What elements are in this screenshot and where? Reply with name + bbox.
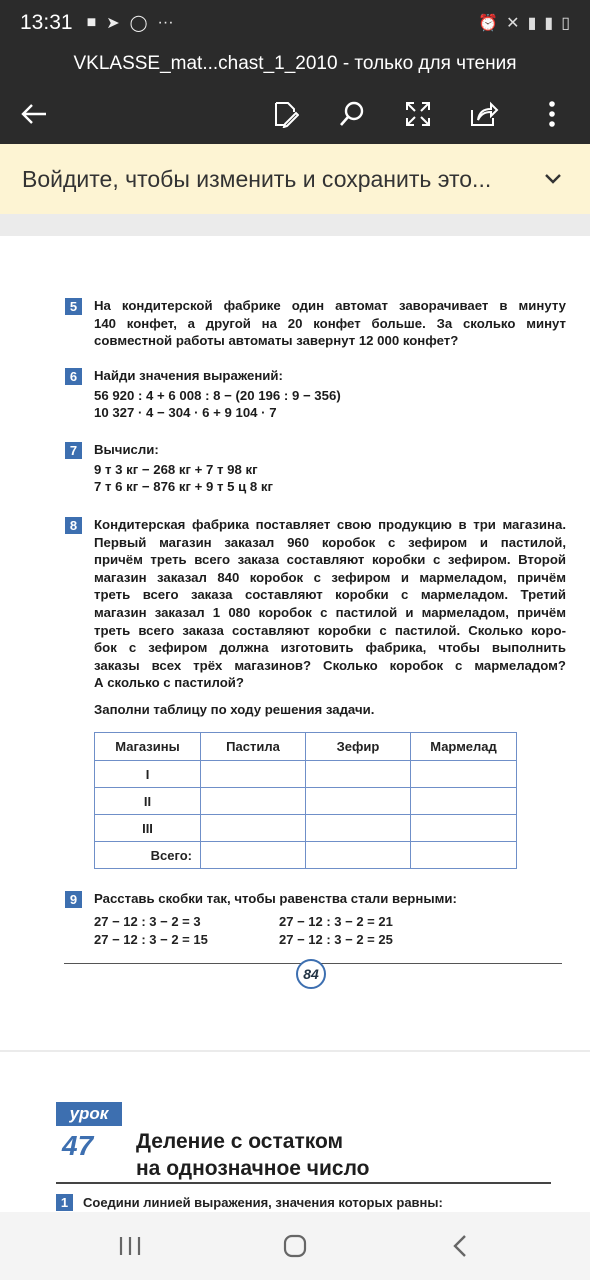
whatsapp-icon: ◯ bbox=[129, 15, 148, 32]
task-text-line: заказы всех трёх магазинов? Сколько коробок с мармеладом? bbox=[94, 657, 566, 673]
equation: 27 − 12 : 3 − 2 = 3 bbox=[94, 914, 201, 929]
back-nav-button[interactable] bbox=[440, 1230, 480, 1262]
lesson-title-line: на однозначное число bbox=[136, 1157, 370, 1180]
task-7 bbox=[66, 441, 566, 496]
task-1 bbox=[56, 1194, 443, 1211]
row-label: Всего: bbox=[95, 842, 201, 869]
status-time: 13:31 bbox=[20, 11, 73, 34]
chevron-down-icon[interactable] bbox=[538, 164, 568, 194]
equation: 27 − 12 : 3 − 2 = 25 bbox=[279, 932, 393, 947]
system-nav-bar bbox=[0, 1212, 590, 1280]
banner-text: Войдите, чтобы изменить и сохранить это... bbox=[22, 165, 492, 192]
task-text-line: Первый магазин заказал 960 коробок с зефиром и пастилой, bbox=[94, 534, 566, 550]
table-header: Мармелад bbox=[411, 733, 517, 761]
task-text-line: Соедини линией выражения, значения которых равны: bbox=[83, 1195, 443, 1210]
equation: 27 − 12 : 3 − 2 = 15 bbox=[94, 932, 208, 947]
share-button[interactable] bbox=[464, 94, 504, 134]
table-cell bbox=[201, 842, 306, 869]
task-text-line: треть всего заказа составляют коробки с пастилой. Сколько коро- bbox=[94, 622, 566, 638]
sign-in-banner[interactable] bbox=[0, 144, 590, 214]
signal-icon: ▮ bbox=[527, 15, 537, 32]
task-text-line: Кондитерская фабрика поставляет свою продукцию в три магазина. bbox=[94, 517, 566, 532]
task-number: 1 bbox=[56, 1194, 73, 1211]
task-6 bbox=[66, 367, 566, 422]
document-title: VKLASSE_mat...chast_1_2010 - только для чтения bbox=[0, 46, 590, 82]
table-header: Зефир bbox=[306, 733, 411, 761]
document-page-next bbox=[0, 1052, 590, 1212]
table-cell bbox=[411, 815, 517, 842]
document-page-84 bbox=[0, 236, 590, 1050]
recent-apps-button[interactable] bbox=[110, 1230, 150, 1262]
table-intro: Заполни таблицу по ходу решения задачи. bbox=[94, 701, 375, 717]
task-5 bbox=[66, 297, 566, 350]
task-number: 9 bbox=[65, 891, 82, 908]
signal2-icon: ▮ bbox=[544, 15, 554, 32]
task-8 bbox=[66, 516, 566, 719]
edit-button[interactable] bbox=[266, 94, 306, 134]
table-cell bbox=[201, 761, 306, 788]
task-number: 8 bbox=[65, 517, 82, 534]
lesson-number: 47 bbox=[62, 1130, 94, 1161]
toolbar bbox=[0, 82, 590, 144]
task-text-line: Расставь скобки так, чтобы равенства стали верными: bbox=[94, 891, 457, 906]
fullscreen-icon bbox=[404, 100, 432, 128]
task-text-line: треть всего заказа составляют коробки с мармеладом. Третий bbox=[94, 587, 566, 603]
telegram-icon: ➤ bbox=[106, 15, 120, 32]
expression: 7 т 6 кг − 876 кг + 9 т 5 ц 8 кг bbox=[94, 479, 274, 495]
task-text-line: причём треть всего заказа составляют коробки с зефиром. Второй bbox=[94, 552, 566, 568]
table-cell bbox=[306, 815, 411, 842]
home-button[interactable] bbox=[275, 1230, 315, 1262]
fullscreen-button[interactable] bbox=[398, 94, 438, 134]
task-number: 5 bbox=[65, 298, 82, 315]
more-options-button[interactable] bbox=[532, 94, 572, 134]
mute-icon: ✕ bbox=[506, 15, 520, 32]
task-text-line: магазин заказал 840 коробок с зефиром и мармеладом, причём bbox=[94, 569, 566, 585]
search-icon bbox=[338, 100, 366, 128]
table-cell bbox=[306, 761, 411, 788]
more-notifications-icon: ··· bbox=[157, 14, 174, 31]
task-9 bbox=[66, 890, 566, 908]
alarm-icon: ⏰ bbox=[478, 15, 499, 32]
battery-icon: ▯ bbox=[561, 15, 570, 32]
table-row bbox=[95, 788, 517, 815]
equation: 27 − 12 : 3 − 2 = 21 bbox=[279, 914, 393, 929]
task-text-line: Найди значения выражений: bbox=[94, 368, 283, 383]
task-text-line: А сколько с пастилой? bbox=[94, 675, 244, 691]
task-text-line: совместной работы автоматы завернут 12 000 конфет? bbox=[94, 333, 459, 349]
row-label: II bbox=[95, 788, 201, 815]
share-icon bbox=[469, 100, 499, 128]
recent-apps-icon bbox=[118, 1235, 142, 1257]
page-number: 84 bbox=[296, 959, 326, 989]
back-button[interactable] bbox=[14, 94, 54, 134]
row-label: I bbox=[95, 761, 201, 788]
home-icon bbox=[282, 1233, 308, 1259]
table-cell bbox=[201, 788, 306, 815]
lesson-rule bbox=[56, 1182, 551, 1184]
answer-table bbox=[94, 732, 517, 869]
table-row bbox=[95, 842, 517, 869]
lesson-label: урок bbox=[56, 1102, 122, 1126]
search-button[interactable] bbox=[332, 94, 372, 134]
table-row bbox=[95, 815, 517, 842]
table-header: Пастила bbox=[201, 733, 306, 761]
row-label: III bbox=[95, 815, 201, 842]
task-text-line: Вычисли: bbox=[94, 442, 159, 457]
task-number: 7 bbox=[65, 442, 82, 459]
table-cell bbox=[411, 788, 517, 815]
folder-icon: ■ bbox=[86, 14, 97, 31]
table-cell bbox=[201, 815, 306, 842]
expression: 56 920 : 4 + 6 008 : 8 − (20 196 : 9 − 356) bbox=[94, 387, 341, 403]
task-text-line: На кондитерской фабрике один автомат заворачивает в минуту bbox=[94, 298, 566, 313]
edit-document-icon bbox=[273, 100, 299, 128]
lesson-title-line: Деление с остатком bbox=[136, 1130, 344, 1153]
task-number: 6 bbox=[65, 368, 82, 385]
expression: 10 327 · 4 − 304 · 6 + 9 104 · 7 bbox=[94, 405, 277, 421]
table-cell bbox=[306, 788, 411, 815]
table-cell bbox=[411, 761, 517, 788]
lesson-title bbox=[136, 1128, 369, 1182]
task-text-line: 140 конфет, а другой на 20 конфет больше. За сколько минут bbox=[94, 315, 566, 331]
task-text-line: бок с зефиром должна изготовить фабрика, чтобы выполнить bbox=[94, 640, 566, 656]
table-cell bbox=[411, 842, 517, 869]
status-bar bbox=[0, 0, 590, 46]
arrow-left-icon bbox=[20, 102, 48, 126]
table-row bbox=[95, 761, 517, 788]
expression: 9 т 3 кг − 268 кг + 7 т 98 кг bbox=[94, 461, 258, 477]
chevron-left-icon bbox=[452, 1234, 468, 1258]
table-header: Магазины bbox=[95, 733, 201, 761]
table-header-row bbox=[95, 733, 517, 761]
more-vertical-icon bbox=[548, 100, 556, 128]
table-cell bbox=[306, 842, 411, 869]
task-text-line: магазин заказал 1 080 коробок с пастилой и мармеладом, причём bbox=[94, 604, 566, 620]
